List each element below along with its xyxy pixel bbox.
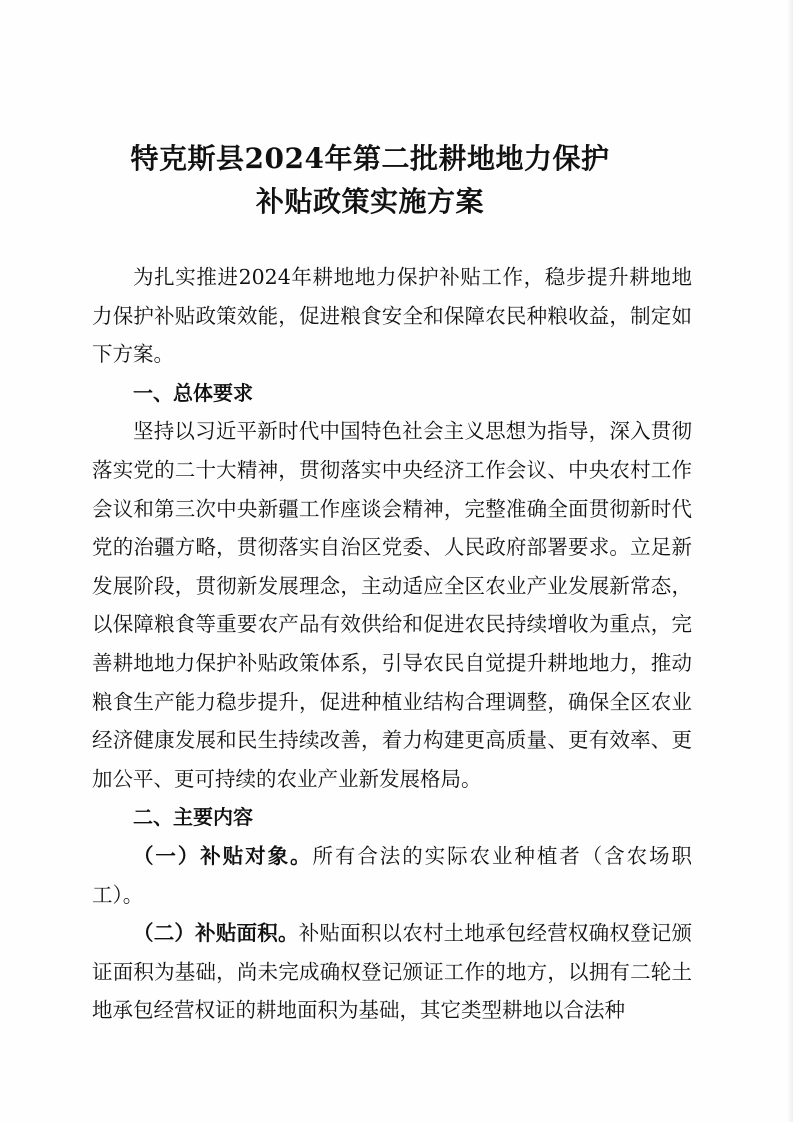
section-heading-general-requirements: 一、总体要求 (133, 380, 253, 405)
subsidy-target-text: 所有合法的实际农业种植者（含农场职工）。 (92, 843, 692, 907)
subsidy-area-paragraph (92, 914, 692, 1030)
subsidy-target-paragraph (92, 837, 692, 914)
intro-paragraph: 为扎实推进2024年耕地地力保护补贴工作，稳步提升耕地地力保护补贴政策效能，促进粮食安全和保障农民种粮收益，制定如下方案。 (92, 265, 692, 367)
scan-edge-shadow (787, 0, 793, 1122)
document-title-line-1: 特克斯县2024年第二批耕地地力保护 (130, 142, 610, 175)
section-heading-main-content: 二、主要内容 (133, 805, 253, 830)
subsidy-target-lead: （一）补贴对象。 (133, 843, 313, 868)
document-body (92, 258, 692, 1030)
subsidy-area-lead: （二）补贴面积。 (133, 921, 299, 946)
subsidy-area-text: 补贴面积以农村土地承包经营权确权登记颁证面积为基础，尚未完成确权登记颁证工作的地方，以拥有二轮土地承包经营权证的耕地面积为基础，其它类型耕地以合法种 (92, 921, 693, 1023)
general-requirements-paragraph: 坚持以习近平新时代中国特色社会主义思想为指导，深入贯彻落实党的二十大精神，贯彻落实中央经济工作会议、中央农村工作会议和第三次中央新疆工作座谈会精神，完整准确全面贯彻新时代党的治疆方略，贯彻落实自治区党委、人民政府部署要求。立足新发展阶段，贯彻新发展理念，主动适应全区农业产业发展新常态，以保障粮食等重要农产品有效供给和促进农民持续增收为重点，完善耕地地力保护补贴政策体系，引导农民自觉提升耕地地力，推动粮食生产能力稳步提升，促进种植业结构合理调整，确保全区农业经济健康发展和民生持续改善，着力构建更高质量、更有效率、更加公平、更可持续的农业产业新发展格局。 (92, 419, 692, 791)
document-title-line-2: 补贴政策实施方案 (255, 185, 484, 218)
